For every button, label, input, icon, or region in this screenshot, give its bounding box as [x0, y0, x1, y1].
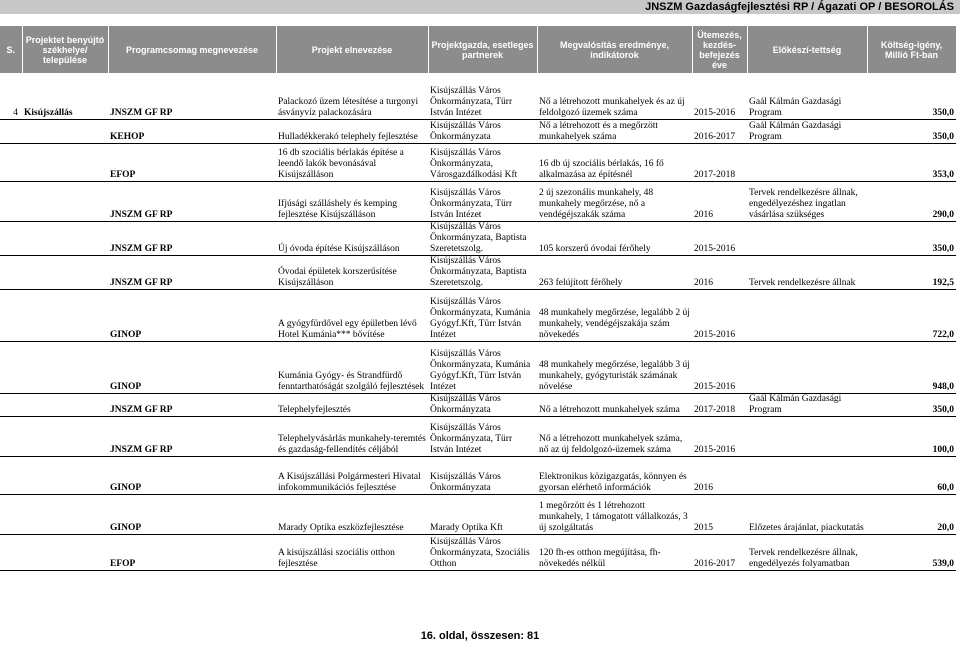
eredmeny-cell: 263 felújított férőhely — [537, 255, 692, 289]
koltseg-cell: 353,0 — [867, 143, 956, 181]
table-row — [0, 221, 956, 255]
table-row — [0, 534, 956, 570]
telepules-cell — [22, 456, 108, 494]
programcsomag-cell: JNSZM GF RP — [108, 393, 276, 416]
utemezes-cell: 2016-2017 — [692, 534, 747, 570]
table-row — [0, 289, 956, 341]
koltseg-cell: 60,0 — [867, 456, 956, 494]
table-row — [0, 119, 956, 143]
telepules-cell — [22, 119, 108, 143]
projektgazda-cell: Kisújszállás Város Önkormányzata, Türr István Intézet — [428, 73, 537, 119]
col-header-eredmeny: Megvalósítás eredménye, indikátorok — [537, 26, 692, 73]
projektgazda-cell: Kisújszállás Város Önkormányzata, Türr István Intézet — [428, 181, 537, 221]
telepules-cell — [22, 255, 108, 289]
table-row — [0, 255, 956, 289]
telepules-cell — [22, 341, 108, 393]
eredmeny-cell: 1 megőrzött és 1 létrehozott munkahely, 1 támogatott vállalkozás, 3 új szolgáltatás — [537, 494, 692, 534]
col-header-telepules: Projektet benyújtó székhelye/ települése — [22, 26, 108, 73]
row-number — [0, 181, 22, 221]
table-row — [0, 494, 956, 534]
koltseg-cell: 350,0 — [867, 221, 956, 255]
utemezes-cell: 2016 — [692, 255, 747, 289]
row-number — [0, 143, 22, 181]
table-header-row — [0, 26, 956, 73]
projekt-cell: Hulladékkerakó telephely fejlesztése — [276, 119, 428, 143]
projekt-cell: A kisújszállási szociális otthon fejlesztése — [276, 534, 428, 570]
telepules-cell — [22, 181, 108, 221]
koltseg-cell: 350,0 — [867, 73, 956, 119]
programcsomag-cell: EFOP — [108, 143, 276, 181]
project-table — [0, 26, 957, 571]
projektgazda-cell: Kisújszállás Város Önkormányzata, Baptista Szeretetszolg. — [428, 221, 537, 255]
table-row — [0, 393, 956, 416]
utemezes-cell: 2015-2016 — [692, 341, 747, 393]
utemezes-cell: 2015-2016 — [692, 289, 747, 341]
elokeszitettseg-cell: Gaál Kálmán Gazdasági Program — [747, 119, 867, 143]
koltseg-cell: 539,0 — [867, 534, 956, 570]
projekt-cell: Óvodai épületek korszerűsítése Kisújszálláson — [276, 255, 428, 289]
koltseg-cell: 350,0 — [867, 119, 956, 143]
projektgazda-cell: Kisújszállás Város Önkormányzata, Kumánia Gyógyf.Kft, Türr István Intézet — [428, 341, 537, 393]
row-number — [0, 221, 22, 255]
koltseg-cell: 290,0 — [867, 181, 956, 221]
eredmeny-cell: 2 új szezonális munkahely, 48 munkahely megőrzése, nő a vendégéjszakák száma — [537, 181, 692, 221]
elokeszitettseg-cell — [747, 143, 867, 181]
utemezes-cell: 2015 — [692, 494, 747, 534]
projekt-cell: Új óvoda építése Kisújszálláson — [276, 221, 428, 255]
projektgazda-cell: Kisújszállás Város Önkormányzata, Türr István Intézet — [428, 416, 537, 456]
table-row — [0, 456, 956, 494]
row-number: 4 — [0, 73, 22, 119]
eredmeny-cell: 120 fh-es otthon megújítása, fh-növekedés nélkül — [537, 534, 692, 570]
projekt-cell: 16 db szociális bérlakás építése a leendő lakók bevonásával Kisújszálláson — [276, 143, 428, 181]
utemezes-cell: 2015-2016 — [692, 73, 747, 119]
utemezes-cell: 2016-2017 — [692, 119, 747, 143]
table-row — [0, 341, 956, 393]
row-number — [0, 494, 22, 534]
elokeszitettseg-cell: Gaál Kálmán Gazdasági Program — [747, 73, 867, 119]
elokeszitettseg-cell: Gaál Kálmán Gazdasági Program — [747, 393, 867, 416]
projektgazda-cell: Kisújszállás Város Önkormányzata — [428, 456, 537, 494]
elokeszitettseg-cell: Tervek rendelkezésre állnak, engedélyezés folyamatban — [747, 534, 867, 570]
projektgazda-cell: Marady Optika Kft — [428, 494, 537, 534]
projekt-cell: Palackozó üzem létesítése a turgonyi ásványvíz palackozására — [276, 73, 428, 119]
eredmeny-cell: Nő a létrehozott és a megőrzött munkahelyek száma — [537, 119, 692, 143]
table-row — [0, 143, 956, 181]
eredmeny-cell: 105 korszerű óvodai férőhely — [537, 221, 692, 255]
programcsomag-cell: JNSZM GF RP — [108, 255, 276, 289]
elokeszitettseg-cell — [747, 289, 867, 341]
page-footer: 16. oldal, összesen: 81 — [420, 630, 540, 642]
table-row — [0, 416, 956, 456]
programcsomag-cell: GINOP — [108, 289, 276, 341]
utemezes-cell: 2016 — [692, 181, 747, 221]
col-header-programcsomag: Programcsomag megnevezése — [108, 26, 276, 73]
programcsomag-cell: KEHOP — [108, 119, 276, 143]
programcsomag-cell: JNSZM GF RP — [108, 181, 276, 221]
projekt-cell: Telephelyfejlesztés — [276, 393, 428, 416]
projektgazda-cell: Kisújszállás Város Önkormányzata — [428, 119, 537, 143]
projekt-cell: A gyógyfürdővel egy épületben lévő Hotel Kumánia*** bővítése — [276, 289, 428, 341]
projektgazda-cell: Kisújszállás Város Önkormányzata — [428, 393, 537, 416]
koltseg-cell: 948,0 — [867, 341, 956, 393]
telepules-cell: Kisújszállás — [22, 73, 108, 119]
programcsomag-cell: JNSZM GF RP — [108, 221, 276, 255]
col-header-koltseg: Költség-igény, Millió Ft-ban — [867, 26, 956, 73]
table-row — [0, 73, 956, 119]
koltseg-cell: 350,0 — [867, 393, 956, 416]
telepules-cell — [22, 289, 108, 341]
projekt-cell: Marady Optika eszközfejlesztése — [276, 494, 428, 534]
utemezes-cell: 2017-2018 — [692, 393, 747, 416]
telepules-cell — [22, 143, 108, 181]
telepules-cell — [22, 393, 108, 416]
elokeszitettseg-cell — [747, 456, 867, 494]
programcsomag-cell: JNSZM GF RP — [108, 73, 276, 119]
projektgazda-cell: Kisújszállás Város Önkormányzata, Kumánia Gyógyf.Kft, Türr István Intézet — [428, 289, 537, 341]
koltseg-cell: 192,5 — [867, 255, 956, 289]
row-number — [0, 341, 22, 393]
programcsomag-cell: GINOP — [108, 341, 276, 393]
projekt-cell: Kumánia Gyógy- és Strandfürdő fenntarthatóságát szolgáló fejlesztések — [276, 341, 428, 393]
eredmeny-cell: Nő a létrehozott munkahelyek száma, nő az új feldolgozó-üzemek száma — [537, 416, 692, 456]
row-number — [0, 119, 22, 143]
programcsomag-cell: EFOP — [108, 534, 276, 570]
utemezes-cell: 2017-2018 — [692, 143, 747, 181]
utemezes-cell: 2015-2016 — [692, 221, 747, 255]
programcsomag-cell: JNSZM GF RP — [108, 416, 276, 456]
telepules-cell — [22, 494, 108, 534]
elokeszitettseg-cell — [747, 341, 867, 393]
col-header-projekt: Projekt elnevezése — [276, 26, 428, 73]
eredmeny-cell: Nő a létrehozott munkahelyek és az új feldolgozó üzemek száma — [537, 73, 692, 119]
row-number — [0, 393, 22, 416]
telepules-cell — [22, 416, 108, 456]
utemezes-cell: 2016 — [692, 456, 747, 494]
projektgazda-cell: Kisújszállás Város Önkormányzata, Városgazdálkodási Kft — [428, 143, 537, 181]
programcsomag-cell: GINOP — [108, 494, 276, 534]
eredmeny-cell: Nő a létrehozott munkahelyek száma — [537, 393, 692, 416]
elokeszitettseg-cell: Előzetes árajánlat, piackutatás — [747, 494, 867, 534]
utemezes-cell: 2015-2016 — [692, 416, 747, 456]
telepules-cell — [22, 221, 108, 255]
col-header-elokeszitettseg: Előkészí-tettség — [747, 26, 867, 73]
row-number — [0, 534, 22, 570]
eredmeny-cell: Elektronikus közigazgatás, könnyen és gyorsan elérhető információk — [537, 456, 692, 494]
eredmeny-cell: 16 db új szociális bérlakás, 16 fő alkalmazása az építésnél — [537, 143, 692, 181]
eredmeny-cell: 48 munkahely megőrzése, legalább 3 új munkahely, gyógyturisták számának növelése — [537, 341, 692, 393]
row-number — [0, 255, 22, 289]
elokeszitettseg-cell — [747, 416, 867, 456]
table-row — [0, 181, 956, 221]
elokeszitettseg-cell: Tervek rendelkezésre állnak, engedélyezéshez ingatlan vásárlása szükséges — [747, 181, 867, 221]
koltseg-cell: 100,0 — [867, 416, 956, 456]
row-number — [0, 416, 22, 456]
koltseg-cell: 722,0 — [867, 289, 956, 341]
projekt-cell: Ifjúsági szálláshely és kemping fejlesztése Kisújszálláson — [276, 181, 428, 221]
elokeszitettseg-cell: Tervek rendelkezésre állnak — [747, 255, 867, 289]
koltseg-cell: 20,0 — [867, 494, 956, 534]
projektgazda-cell: Kisújszállás Város Önkormányzata, Szociális Otthon — [428, 534, 537, 570]
projekt-cell: Telephelyvásárlás munkahely-teremtés és gazdaság-fellendítés céljából — [276, 416, 428, 456]
row-number — [0, 456, 22, 494]
row-number — [0, 289, 22, 341]
projektgazda-cell: Kisújszállás Város Önkormányzata, Baptista Szeretetszolg. — [428, 255, 537, 289]
eredmeny-cell: 48 munkahely megőrzése, legalább 2 új munkahely, vendégéjszakája szám növekedés — [537, 289, 692, 341]
col-header-sz: S. — [0, 26, 22, 73]
document-title: JNSZM Gazdaságfejlesztési RP / Ágazati OP / BESOROLÁS — [645, 1, 954, 13]
programcsomag-cell: GINOP — [108, 456, 276, 494]
col-header-projektgazda: Projektgazda, esetleges partnerek — [428, 26, 537, 73]
telepules-cell — [22, 534, 108, 570]
elokeszitettseg-cell — [747, 221, 867, 255]
col-header-utemezes: Ütemezés, kezdés-befejezés éve — [692, 26, 747, 73]
projekt-cell: A Kisújszállási Polgármesteri Hivatal infokommunikációs fejlesztése — [276, 456, 428, 494]
